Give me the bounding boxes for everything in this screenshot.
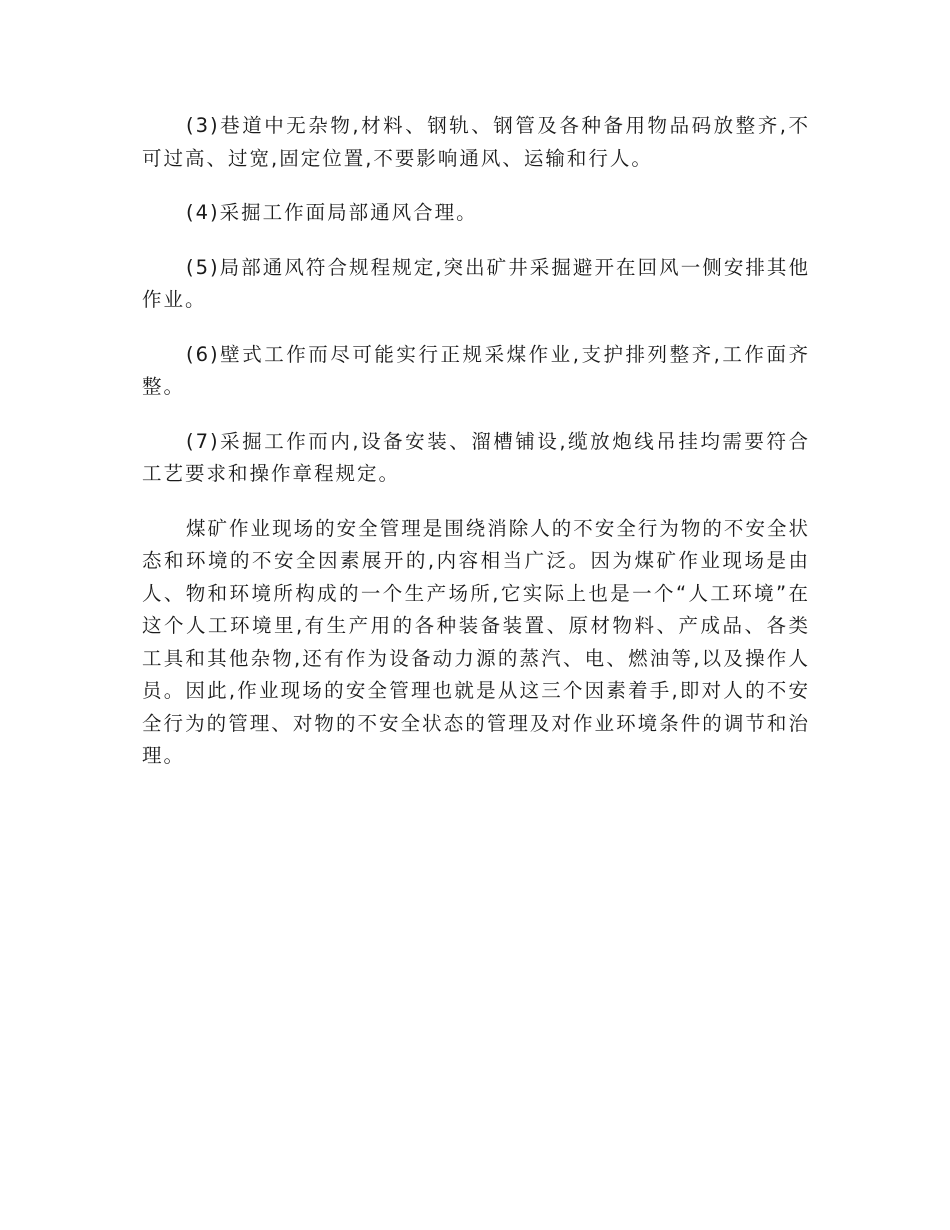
paragraph-item-3: (3)巷道中无杂物,材料、钢轨、钢管及各种备用物品码放整齐,不可过高、过宽,固定位置,不要影响通风、运输和行人。 xyxy=(142,114,810,170)
document-body xyxy=(142,110,810,795)
paragraph-item-7: (7)采掘工作而内,设备安装、溜槽铺设,缆放炮线吊挂均需要符合工艺要求和操作章程规定。 xyxy=(142,429,810,485)
paragraph-item-6: (6)壁式工作而尽可能实行正规采煤作业,支护排列整齐,工作面齐整。 xyxy=(142,342,810,398)
paragraph-item-4: (4)采掘工作面局部通风合理。 xyxy=(186,201,478,224)
paragraph-summary: 煤矿作业现场的安全管理是围绕消除人的不安全行为物的不安全状态和环境的不安全因素展开的,内容相当广泛。因为煤矿作业现场是由人、物和环境所构成的一个生产场所,它实际上也是一个“人工环境”在这个人工环境里,有生产用的各种装备装置、原材物料、产成品、各类工具和其他杂物,还有作为设备动力源的蒸汽、电、燃油等,以及操作人员。因此,作业现场的安全管理也就是从这三个因素着手,即对人的不安全行为的管理、对物的不安全状态的管理及对作业环境条件的调节和治理。 xyxy=(142,516,810,767)
paragraph-item-5: (5)局部通风符合规程规定,突出矿井采掘避开在回风一侧安排其他作业。 xyxy=(142,255,810,311)
